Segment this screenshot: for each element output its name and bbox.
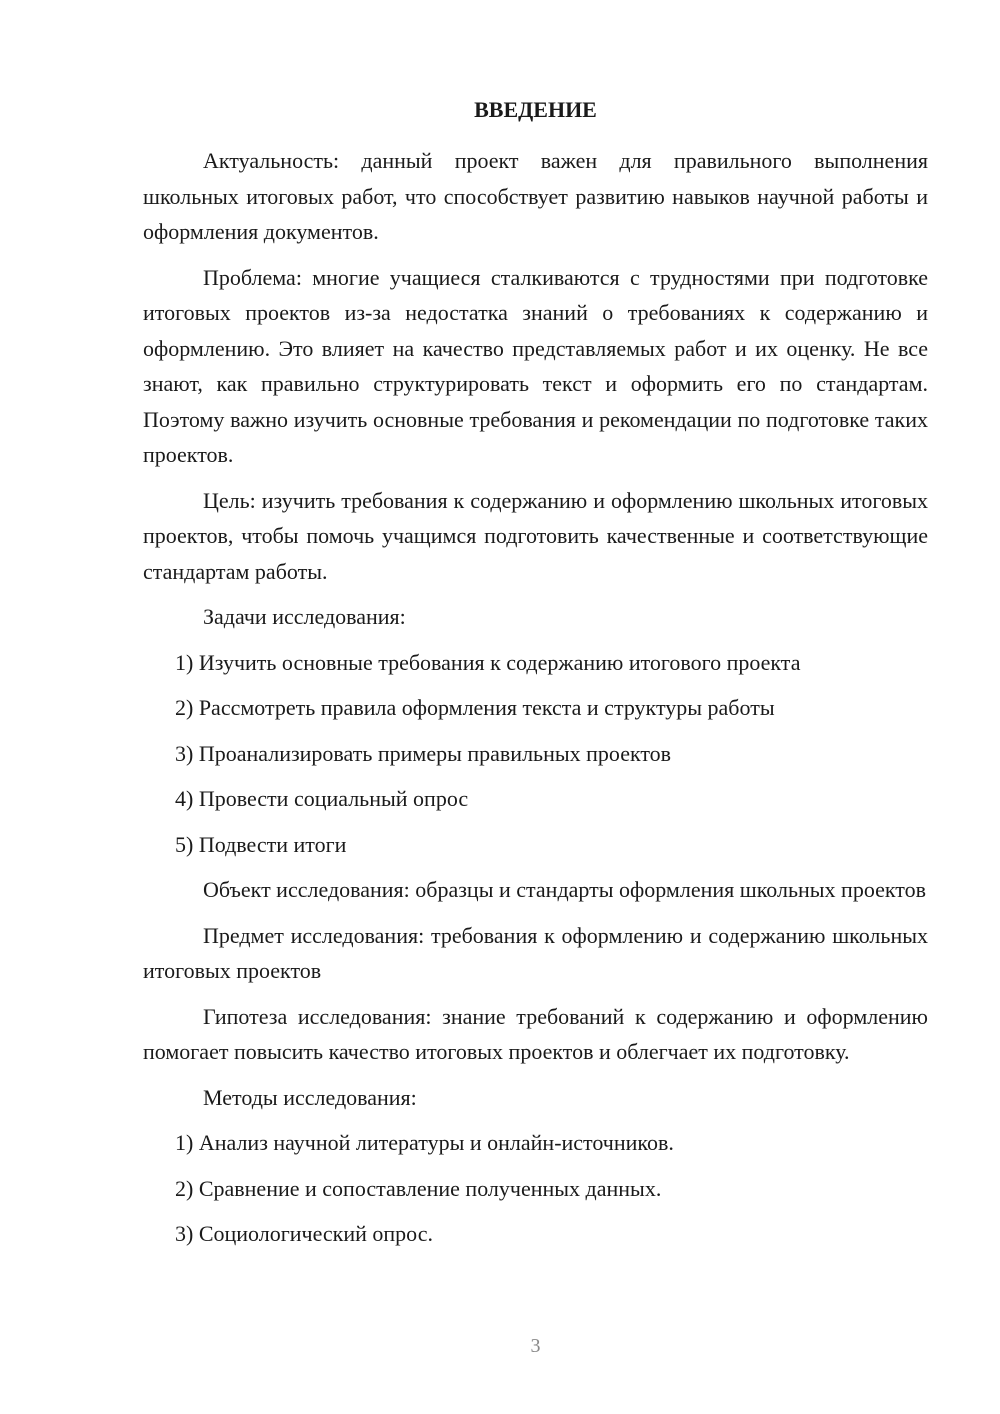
goal-paragraph: Цель: изучить требования к содержанию и оформлению школьных итоговых проектов, чтобы помочь учащимся подготовить качественные и соответствующие стандартам работы. (143, 487, 928, 584)
tasks-title: Задачи исследования: (203, 604, 406, 629)
subject-paragraph: Предмет исследования: требования к оформлению и содержанию школьных итоговых проектов (143, 922, 928, 983)
methods-list (143, 1125, 928, 1252)
list-item: 4) Провести социальный опрос (175, 786, 469, 811)
methods-title: Методы исследования: (203, 1084, 417, 1110)
problem-paragraph: Проблема: многие учащиеся сталкиваются с трудностями при подготовке итоговых проектов из-за недостатка знаний о требованиях к содержанию и оформлению. Это влияет на качество представляемых работ и их оценку. Не все знают, как правильно структурировать текст и оформить его по стандартам. Поэтому важно изучить основные требования и рекомендации по подготовке таких проектов. (143, 264, 928, 467)
list-item: 5) Подвести итоги (175, 831, 347, 857)
list-item: 1) Анализ научной литературы и онлайн-источников. (175, 1130, 674, 1155)
list-item: 2) Рассмотреть правила оформления текста и структуры работы (175, 695, 775, 720)
list-item: 3) Социологический опрос. (175, 1221, 433, 1246)
list-item: 3) Проанализировать примеры правильных проектов (175, 740, 672, 766)
list-item: 2) Сравнение и сопоставление полученных данных. (175, 1175, 662, 1201)
page-title: ВВЕДЕНИЕ (474, 97, 597, 122)
document-page (143, 0, 928, 1414)
page-number: 3 (530, 1335, 541, 1357)
document-body (143, 143, 928, 1262)
hypothesis-paragraph: Гипотеза исследования: знание требований к содержанию и оформлению помогает повысить качество итоговых проектов и облегчает их подготовку. (143, 1003, 928, 1064)
relevance-paragraph: Актуальность: данный проект важен для правильного выполнения школьных итоговых работ, что способствует развитию навыков научной работы и оформления документов. (143, 148, 928, 244)
list-item: 1) Изучить основные требования к содержанию итогового проекта (175, 649, 801, 675)
object-paragraph: Объект исследования: образцы и стандарты оформления школьных проектов (203, 877, 926, 902)
tasks-list (143, 645, 928, 863)
